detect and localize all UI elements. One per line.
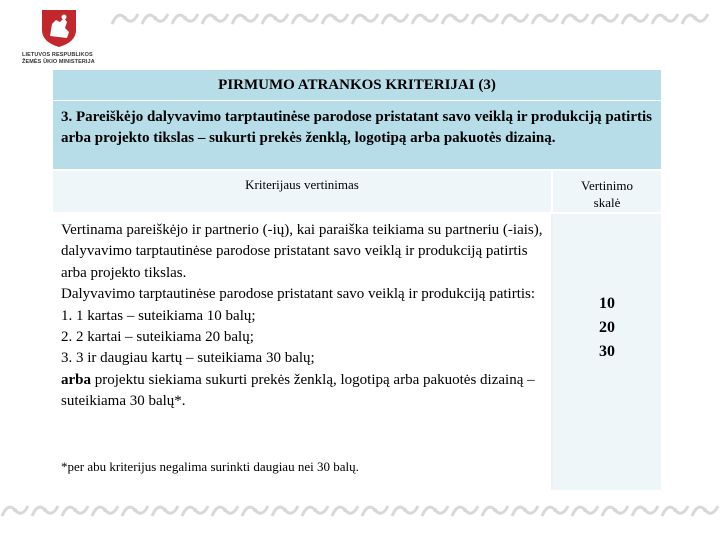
criteria-table: [53, 70, 661, 490]
evaluation-line: Vertinama pareiškėjo ir partnerio (-ių), kai paraiška teikiama su partneriu (-iais), dalyvavimo tarptautinėse parodose pristatant savo veiklą ir produkciją patirtis arba projekto tikslas.: [61, 222, 543, 281]
coat-of-arms-icon: [40, 8, 78, 48]
evaluation-cell: [53, 214, 553, 490]
ministry-logo: [22, 6, 102, 72]
evaluation-line: 1. 1 kartas – suteikiama 10 balų;: [61, 307, 256, 324]
scale-value: 20: [599, 319, 615, 336]
evaluation-line: 3. 3 ir daugiau kartų – suteikiama 30 balų;: [61, 350, 315, 367]
header-evaluation: Kriterijaus vertinimas: [53, 171, 553, 212]
ornament-border-bottom: [0, 500, 720, 522]
footnote: *per abu kriterijus negalima surinkti daugiau nei 30 balų.: [61, 459, 359, 474]
evaluation-line: 2. 2 kartai – suteikiama 20 balų;: [61, 329, 254, 346]
table-header-row: [53, 171, 661, 212]
scale-cell: [553, 214, 661, 490]
evaluation-line: Dalyvavimo tarptautinėse parodose pristatant savo veiklą ir produkciją patirtis:: [61, 286, 536, 303]
criterion-description: 3. Pareiškėjo dalyvavimo tarptautinėse parodose pristatant savo veiklą ir produkciją patirtis arba projekto tikslas – sukurti prekės ženklą, logotipą arba pakuotės dizainą.: [53, 101, 661, 171]
ornament-border-top: [110, 8, 710, 30]
table-title: PIRMUMO ATRANKOS KRITERIJAI (3): [53, 70, 661, 101]
scale-value: 10: [599, 295, 615, 312]
table-body-row: [53, 212, 661, 490]
header-scale: Vertinimo skalė: [553, 171, 661, 212]
logo-text: LIETUVOS RESPUBLIKOS ŽEMĖS ŪKIO MINISTERIJA: [22, 52, 95, 65]
evaluation-line-arba: arba projektu siekiama sukurti prekės ženklą, logotipą arba pakuotės dizainą – suteikiama 30 balų*.: [61, 371, 535, 410]
scale-value: 30: [599, 343, 615, 360]
